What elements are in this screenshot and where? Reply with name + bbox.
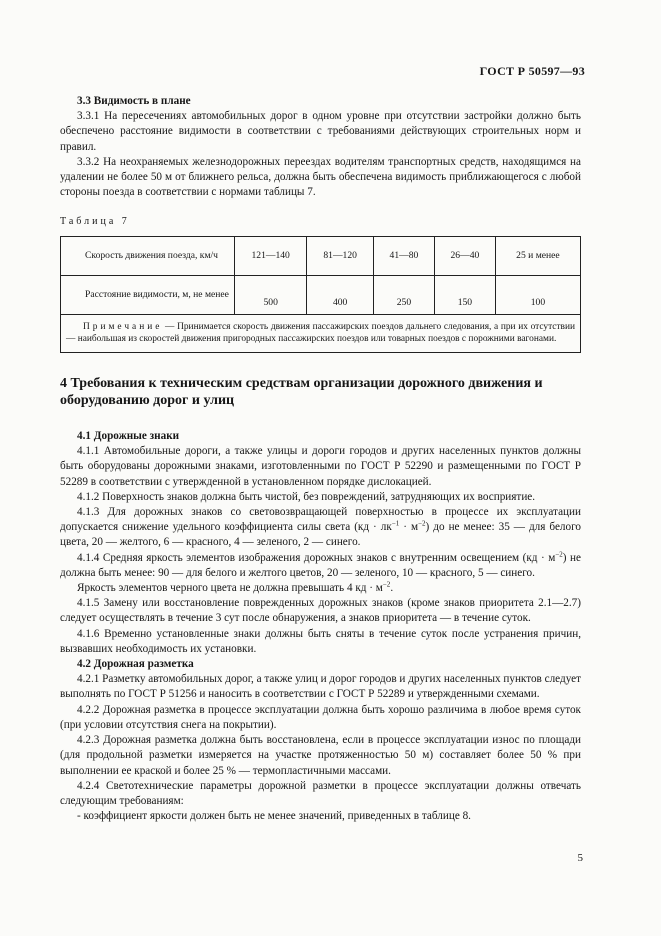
section-4-title: 4 Требования к техническим средствам организации дорожного движения и оборудованию дорог и улиц [60,376,543,409]
paragraph-4-1-5: 4.1.5 Замену или восстановление поврежденных дорожных знаков (кроме знаков приоритета 2.1—2.7) следует осуществлять в течение 3 сут после обнаружения, а знаков приоритета — в течение суток. [60,597,581,625]
paragraph-4-1-6: 4.1.6 Временно установленные знаки должны быть сняты в течение суток после устранения причин, вызвавших необходимость их установки. [60,627,581,655]
note-label: Примечание [83,321,163,332]
paragraph-4-1-2: 4.1.2 Поверхность знаков должна быть чистой, без повреждений, затрудняющих их восприятие. [77,490,536,503]
paragraph-3-3-2: 3.3.2 На неохраняемых железнодорожных переездах водителям транспортных средств, находящимся на удалении не более 50 м от ближнего рельса, должна быть обеспечена видимость приближающегося с любой стороны поезда в соответствии с нормами таблицы 7. [60,155,581,199]
subsection-4-1-title: 4.1 Дорожные знаки [77,430,180,443]
note-text: — Принимается скорость движения пассажирских поездов дальнего следования, а при их отсутствии — наибольшая из скоростей движения пригородных пассажирских поездов или товарных поездов с порожними вагонами. [66,321,575,344]
superscript: −2 [555,549,563,558]
paragraph-4-2-3: 4.2.3 Дорожная разметка должна быть восстановлена, если в процессе эксплуатации износ по площади (для продольной разметки измеряется на участке протяженностью 50 м) составляет более 50 % при выполнении ее краской и более 25 % — термопластичными массами. [60,734,581,777]
text-run: 4.1.3 Для дорожных знаков со световозвращающей поверхностью в процессе их эксплуатации допускается снижение удельного коэффициента силы света (кд · лк [60,506,581,534]
text-run: . [390,582,394,595]
paragraph-4-1-4 [60,551,581,581]
paragraph-4-2-1: 4.2.1 Разметку автомобильных дорог, а также улиц и дорог городов и других населенных пунктов следует выполнять по ГОСТ Р 51256 и наносить в соответствии с ГОСТ Р 52289 и утвержденными схемами. [60,673,581,701]
document-code: ГОСТ Р 50597—93 [479,64,585,78]
table-cell: 25 и менее [495,236,580,275]
table-7-note [61,314,581,352]
table-cell: 41—80 [373,236,434,275]
text-run: 4.1.4 Средняя яркость элементов изображения дорожных знаков с внутренним освещением (кд · м [77,551,556,564]
text-run: ) до не менее: 35 — для белого цвета, 20 — желтого, 6 — красного, 4 — зеленого, 2 — синего. [60,521,582,549]
table-7-caption: Таблица 7 [60,216,130,228]
page-number: 5 [577,852,583,864]
table-row [61,314,581,352]
paragraph-4-2-2: 4.2.2 Дорожная разметка в процессе эксплуатации должна быть хорошо различима в любое время суток (при условии отсутствия снега на покрытии). [60,703,581,731]
table-cell: 400 [307,275,374,314]
paragraph-4-1-3 [60,505,581,551]
table-cell: 150 [434,275,495,314]
superscript: −2 [418,519,426,528]
text-run: Яркость элементов черного цвета не должна превышать 4 кд · м [77,582,383,595]
table-cell: 250 [373,275,434,314]
subsection-4-2-title: 4.2 Дорожная разметка [77,658,194,671]
table-row [61,275,581,314]
superscript: −1 [391,519,400,528]
subsection-3-3-title: 3.3 Видимость в плане [77,95,191,107]
row-header-train-speed: Скорость движения поезда, км/ч [61,236,235,275]
table-row [61,236,581,275]
table-cell: 121—140 [235,236,307,275]
row-header-visibility-distance: Расстояние видимости, м, не менее [61,275,235,314]
paragraph-4-1-1: 4.1.1 Автомобильные дороги, а также улицы и дороги городов и других населенных пунктов должны быть оборудованы дорожными знаками, изготовленными по ГОСТ Р 52290 и размещенными по ГОСТ Р 52289 в соответствии с утвержденной в установленном порядке дислокацией. [60,445,581,488]
paragraph-4-2-4: 4.2.4 Светотехнические параметры дорожной разметки в процессе эксплуатации должны отвечать следующим требованиям: [60,779,581,807]
table-cell: 500 [235,275,307,314]
table-cell: 81—120 [307,236,374,275]
list-item: - коэффициент яркости должен быть не менее значений, приведенных в таблице 8. [77,810,471,823]
paragraph-4-1-4-black [60,581,581,596]
page-content [60,94,581,824]
text-run: ) не должна быть менее: 90 — для белого и желтого цветов, 20 — зеленого, 10 — красного, 5 — синего. [60,551,581,579]
table-cell: 26—40 [434,236,495,275]
table-cell: 100 [495,275,580,314]
text-run: · м [399,521,419,534]
paragraph-3-3-1: 3.3.1 На пересечениях автомобильных дорог в одном уровне при отсутствии застройки должно быть обеспечено расстояние видимости в соответствии с требованиями действующих строительных норм и правил. [60,110,581,153]
superscript: −2 [382,580,391,589]
table-7 [60,236,581,353]
